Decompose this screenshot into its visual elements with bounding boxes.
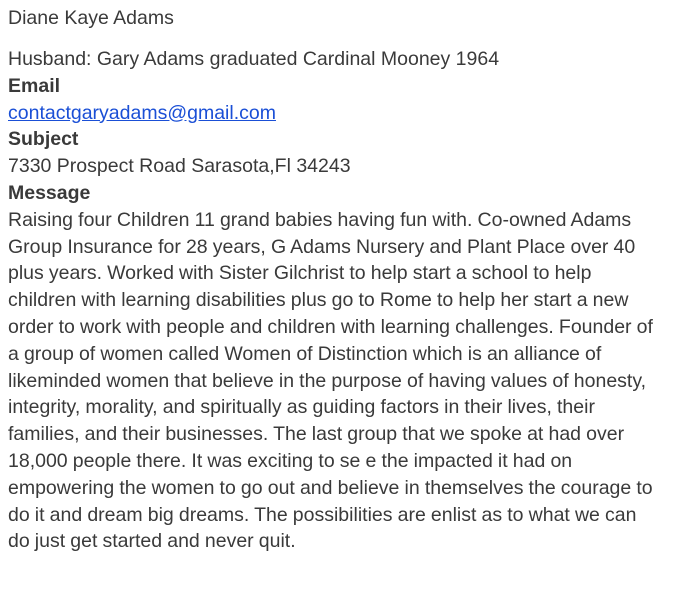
message-line: integrity, morality, and spiritually as guiding factors in their lives, their [8,396,595,419]
email-label: Email [8,74,61,97]
subject-label: Subject [8,128,79,151]
message-line: 18,000 people there. It was exciting to se e the impacted it had on [8,449,573,472]
submitter-name: Diane Kaye Adams [8,7,174,29]
husband-line: Husband: Gary Adams graduated Cardinal Mooney 1964 [8,48,500,70]
message-line: plus years. Worked with Sister Gilchrist to help start a school to help [8,262,592,285]
message-line: order to work with people and children with learning challenges. Founder of [8,315,653,338]
message-line: Group Insurance for 28 years, G Adams Nursery and Plant Place over 40 [8,235,636,258]
message-body [8,207,692,555]
subject-value: 7330 Prospect Road Sarasota,Fl 34243 [8,155,351,178]
message-line: families, and their businesses. The last group that we spoke at had over [8,423,625,446]
message-line: likeminded women that believe in the purpose of having values of honesty, [8,369,647,392]
message-line: do it and dream big dreams. The possibilities are enlist as to what we can [8,503,637,526]
message-line: empowering the women to go out and believe in themselves the courage to [8,476,653,499]
message-label: Message [8,181,91,204]
message-line: Raising four Children 11 grand babies having fun with. Co-owned Adams [8,208,632,231]
message-line: children with learning disabilities plus go to Rome to help her start a new [8,289,629,312]
message-line: do just get started and never quit. [8,530,296,553]
email-link[interactable]: contactgaryadams@gmail.com [8,101,276,124]
message-line: a group of women called Women of Distinction which is an alliance of [8,342,602,365]
